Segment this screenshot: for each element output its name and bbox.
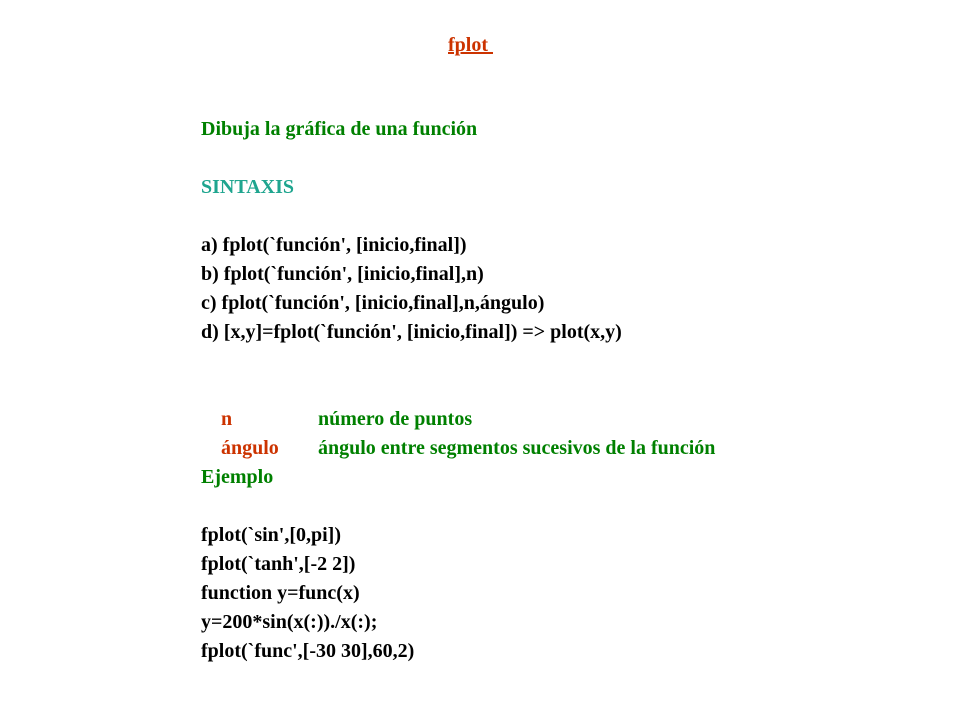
syntax-line: b) fplot(`función', [inicio,final],n) <box>201 263 484 285</box>
syntax-heading: SINTAXIS <box>201 176 294 198</box>
example-line: function y=func(x) <box>201 582 360 604</box>
description: Dibuja la gráfica de una función <box>201 118 478 140</box>
example-line: fplot(`sin',[0,pi]) <box>201 524 341 546</box>
example-heading: Ejemplo <box>201 466 274 488</box>
param-desc: ángulo entre segmentos sucesivos de la función <box>318 437 716 459</box>
syntax-line: c) fplot(`función', [inicio,final],n,ángulo) <box>201 292 545 314</box>
example-line: fplot(`tanh',[-2 2]) <box>201 553 356 575</box>
content-body <box>201 115 715 666</box>
page-title: fplot <box>448 34 493 56</box>
param-term: ángulo <box>221 437 279 459</box>
syntax-line: d) [x,y]=fplot(`función', [inicio,final]) => plot(x,y) <box>201 321 622 343</box>
syntax-line: a) fplot(`función', [inicio,final]) <box>201 234 467 256</box>
param-term: n <box>221 408 233 430</box>
param-row <box>201 376 715 430</box>
example-line: y=200*sin(x(:))./x(:); <box>201 611 378 633</box>
example-line: fplot(`func',[-30 30],60,2) <box>201 640 415 662</box>
param-desc: número de puntos <box>318 408 473 430</box>
